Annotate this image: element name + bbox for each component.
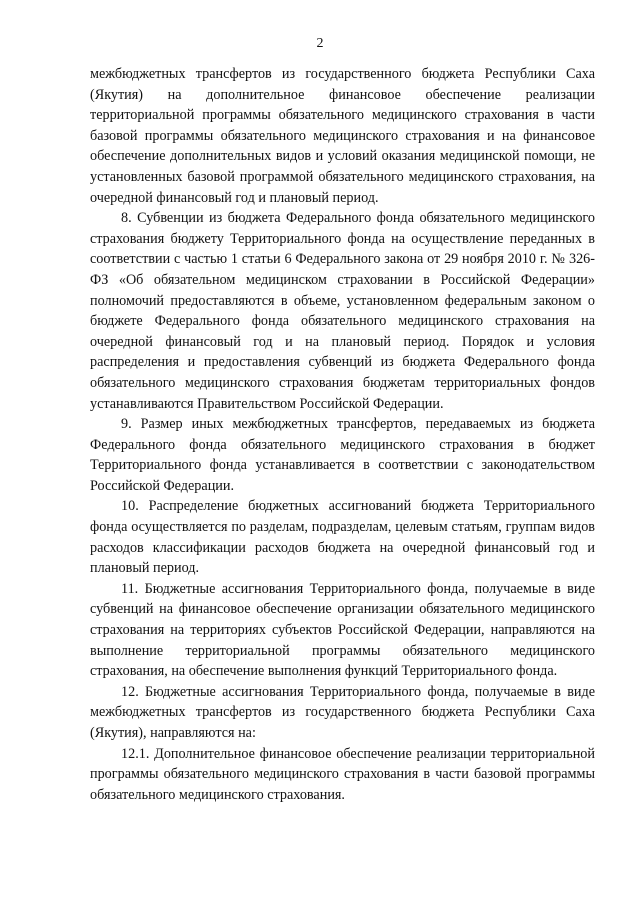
- paragraph-12: 12. Бюджетные ассигнования Территориального фонда, получаемые в виде межбюджетных трансфертов из государственного бюджета Республики Саха (Якутия), направляются на:: [90, 683, 595, 741]
- paragraph-11: 11. Бюджетные ассигнования Территориального фонда, получаемые в виде субвенций на финансовое обеспечение организации обязательного медицинского страхования на территориях субъектов Российской Федерации, направляются на выполнение территориальной программы обязательного медицинского страхования, на обеспечение выполнения функций Территориального фонда.: [90, 580, 595, 680]
- paragraph: межбюджетных трансфертов из государственного бюджета Республики Саха (Якутия) на дополнительное финансовое обеспечение реализации территориальной программы обязательного медицинского страхования в части базовой программы обязательного медицинского страхования и на финансовое обеспечение дополнительных видов и условий оказания медицинской помощи, не установленных базовой программой обязательного медицинского страхования, на очередной финансовый год и плановый период.: [90, 66, 595, 206]
- page-number: 2: [316, 36, 324, 51]
- paragraph-8: 8. Субвенции из бюджета Федерального фонда обязательного медицинского страхования бюджету Территориального фонда на осуществление переданных в соответствии с частью 1 статьи 6 Федерального закона от 29 ноября 2010 г. № 326-ФЗ «Об обязательном медицинском страховании в Российской Федерации» полномочий предоставляются в объеме, установленном федеральным законом о бюджете Федерального фонда обязательного медицинского страхования на очередной финансовый год и на плановый период. Порядок и условия распределения и предоставления субвенций из бюджета Федерального фонда обязательного медицинского страхования бюджетам территориальных фондов устанавливаются Правительством Российской Федерации.: [90, 210, 595, 412]
- paragraph-12-1: 12.1. Дополнительное финансовое обеспечение реализации территориальной программы обязательного медицинского страхования в части базовой программы обязательного медицинского страхования.: [90, 745, 595, 803]
- document-body: [90, 64, 595, 805]
- paragraph-9: 9. Размер иных межбюджетных трансфертов, передаваемых из бюджета Федерального фонда обязательного медицинского страхования в бюджет Территориального фонда устанавливается в соответствии с законодательством Российской Федерации.: [90, 416, 595, 494]
- paragraph-10: 10. Распределение бюджетных ассигнований бюджета Территориального фонда осуществляется по разделам, подразделам, целевым статьям, группам видов расходов классификации расходов бюджета на очередной финансовый год и плановый период.: [90, 498, 595, 577]
